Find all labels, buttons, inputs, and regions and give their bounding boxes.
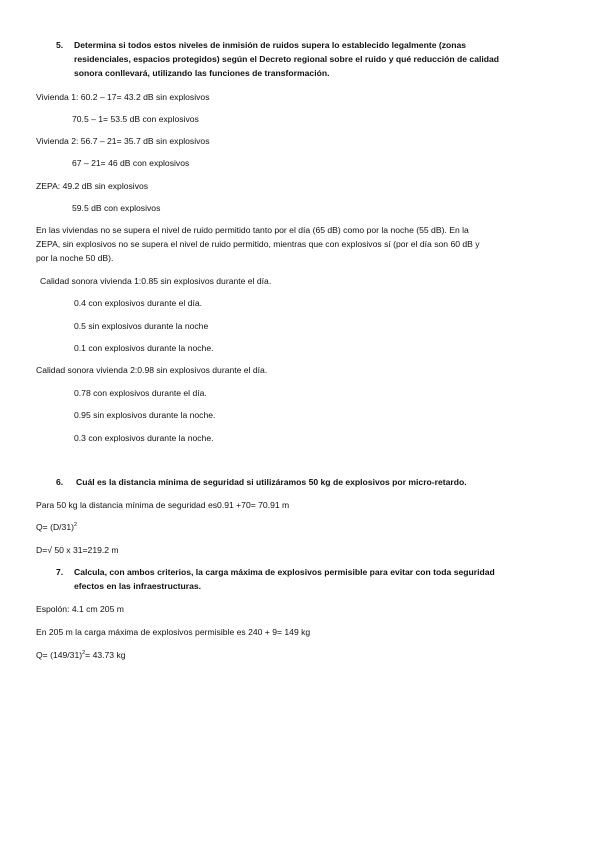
calidad-vivienda-2-item: 0.95 sin explosivos durante la noche. [74, 410, 216, 420]
calidad-vivienda-1-item: 0.5 sin explosivos durante la noche [74, 321, 209, 331]
calidad-vivienda-2-item: 0.78 con explosivos durante el día. [74, 388, 207, 398]
question-5-line-2: residenciales, espacios protegidos) según el Decreto regional sobre el ruido y qué reducción de calidad [74, 54, 500, 64]
formula-q-exponent: 2 [73, 522, 78, 528]
espolon-measure: Espolón: 4.1 cm 205 m [36, 604, 124, 614]
question-7-line-1: Calcula, con ambos criterios, la carga máxima de explosivos permisible para evitar con toda seguridad [74, 567, 495, 577]
question-6-number: 6. [56, 477, 64, 487]
formula-exponent: 2 [82, 650, 86, 656]
question-5-line-3: sonora conllevará, utilizando las funciones de transformación. [74, 68, 330, 78]
question-7-number: 7. [56, 567, 64, 577]
calidad-vivienda-1-item: 0.4 con explosivos durante el día. [74, 298, 203, 308]
question-6-formula-q [36, 521, 77, 533]
question-6-text: Cuál es la distancia mínima de seguridad si utilizáramos 50 kg de explosivos por micro-retardo. [76, 477, 467, 487]
vivienda-1-con: 70.5 – 1= 53.5 dB con explosivos [72, 114, 199, 124]
question-7-answer: En 205 m la carga máxima de explosivos permisible es 240 + 9= 149 kg [36, 627, 311, 637]
vivienda-2-con: 67 – 21= 46 dB con explosivos [72, 158, 190, 168]
formula-base: Q= (149/31) [36, 650, 83, 660]
vivienda-1-sin: Vivienda 1: 60.2 – 17= 43.2 dB sin explosivos [36, 92, 210, 102]
question-7-formula [36, 649, 126, 661]
question-5-line-1: Determina si todos estos niveles de inmisión de ruidos supera lo establecido legalmente (zonas [74, 40, 467, 50]
calidad-vivienda-2-item: 0.3 con explosivos durante la noche. [74, 433, 214, 443]
calidad-vivienda-1-item: 0.1 con explosivos durante la noche. [74, 343, 214, 353]
paragraph-line-1: En las viviendas no se supera el nivel de ruido permitido tanto por el día (65 dB) como por la noche (55 dB). En la [36, 225, 469, 235]
calidad-vivienda-2-heading: Calidad sonora vivienda 2:0.98 sin explosivos durante el día. [36, 365, 268, 375]
question-7-line-2: efectos en las infraestructuras. [74, 581, 202, 591]
question-6-answer: Para 50 kg la distancia mínima de seguridad es0.91 +70= 70.91 m [36, 500, 290, 510]
paragraph-line-3: por la noche 50 dB). [36, 253, 114, 263]
calidad-vivienda-1-heading: Calidad sonora vivienda 1:0.85 sin explosivos durante el día. [40, 276, 272, 286]
zepa-con: 59.5 dB con explosivos [72, 203, 161, 213]
formula-result: = 43.73 kg [85, 650, 126, 660]
zepa-sin: ZEPA: 49.2 dB sin explosivos [36, 181, 149, 191]
question-5-number: 5. [56, 40, 64, 50]
paragraph-line-2: ZEPA, sin explosivos no se supera el nivel de ruido permitido, mientras que con explosivos sí (por el día son 60 dB y [36, 239, 480, 249]
question-6-formula-d: D=√ 50 x 31=219.2 m [36, 545, 119, 555]
formula-q-base: Q= (D/31) [36, 522, 74, 532]
vivienda-2-sin: Vivienda 2: 56.7 – 21= 35.7 dB sin explosivos [36, 136, 210, 146]
